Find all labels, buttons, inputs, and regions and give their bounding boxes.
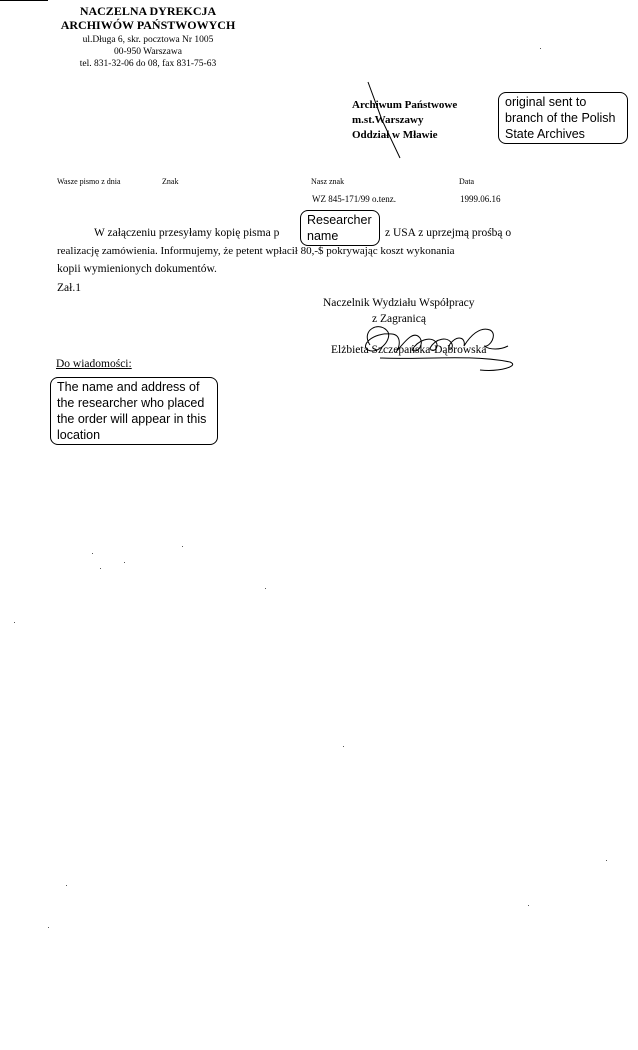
letterhead-phone: tel. 831-32-06 do 08, fax 831-75-63 (79, 59, 217, 69)
letterhead-org-line1: NACZELNA DYREKCJA (79, 4, 217, 18)
signature-title-line2: z Zagranicą (372, 313, 426, 325)
scan-speck (100, 568, 101, 569)
handwritten-signature (340, 310, 520, 380)
researcher-address-callout: The name and address of the researcher who placed the order will appear in this location (50, 377, 218, 445)
researcher-name-callout: Researcher name (300, 210, 380, 246)
addressee-note-callout: original sent to branch of the Polish State Archives (498, 92, 628, 144)
label-your-letter: Wasze pismo z dnia (57, 177, 121, 186)
signature-title-line1: Naczelnik Wydziału Współpracy (323, 297, 475, 309)
date-value: 1999.06.16 (460, 194, 501, 204)
label-sign: Znak (162, 177, 179, 186)
attachment-label: Zał.1 (57, 282, 81, 294)
cc-label: Do wiadomości: (56, 358, 132, 370)
scan-speck (343, 746, 344, 747)
scan-speck (540, 48, 541, 49)
signature-name: Elżbieta Szczepańska-Dąbrowska (331, 344, 487, 356)
addressee-line3: Oddział w Mławie (352, 129, 438, 141)
body-line1-end: z USA z uprzejmą prośbą o (385, 227, 512, 239)
scan-speck (48, 927, 49, 928)
addressee-line1: Archiwum Państwowe (352, 99, 458, 111)
letterhead-org-line2: ARCHIWÓW PAŃSTWOWYCH (60, 18, 236, 32)
letterhead-postcode: 00-950 Warszawa (114, 47, 182, 57)
handwritten-check-mark (360, 80, 410, 160)
scan-speck (124, 562, 125, 563)
scan-speck (92, 553, 93, 554)
body-line3: kopii wymienionych dokumentów. (57, 263, 217, 275)
scan-speck (528, 905, 529, 906)
scan-speck (14, 622, 15, 623)
body-line2: realizację zamówienia. Informujemy, że petent wpłacił 80,-$ pokrywając koszt wykonania (57, 245, 455, 257)
scan-speck (606, 860, 607, 861)
letterhead-address: ul.Długa 6, skr. pocztowa Nr 1005 (82, 35, 214, 45)
addressee-line2: m.st.Warszawy (352, 114, 424, 126)
label-our-sign: Nasz znak (311, 177, 345, 186)
our-sign-value: WZ 845-171/99 o.tenz. (312, 194, 396, 204)
scan-speck (66, 885, 67, 886)
scan-speck (182, 546, 183, 547)
top-edge-rule (0, 0, 48, 1)
body-line1-start: W załączeniu przesyłamy kopię pisma p (94, 227, 280, 239)
scan-speck (265, 588, 266, 589)
label-date: Data (459, 177, 475, 186)
